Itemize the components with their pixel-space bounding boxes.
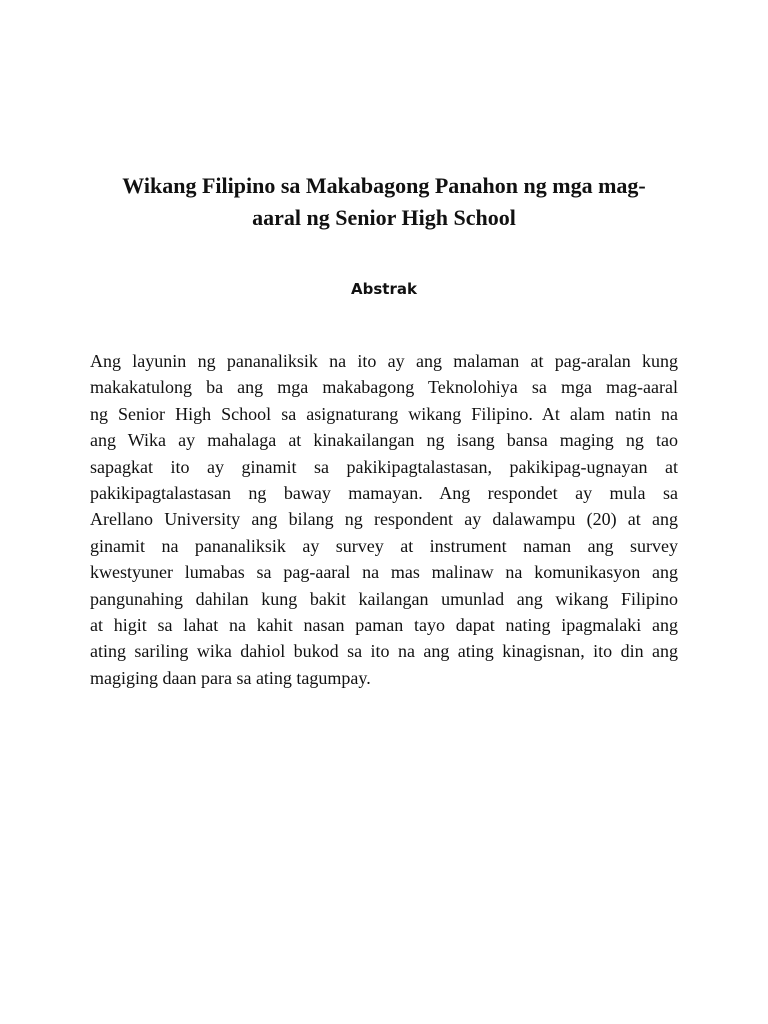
- abstract-line: kwestyuner lumabas sa pag-aaral na mas malinaw na komunikasyon ang: [90, 562, 678, 583]
- abstract-line: pangunahing dahilan kung bakit kailangan umunlad ang wikang Filipino: [90, 588, 678, 609]
- document-title: [90, 170, 678, 234]
- abstract-line: magiging daan para sa ating tagumpay.: [90, 667, 371, 688]
- abstract-line: ang Wika ay mahalaga at kinakailangan ng isang bansa maging ng tao: [90, 430, 678, 451]
- abstract-line: Arellano University ang bilang ng respondent ay dalawampu (20) at ang: [90, 509, 678, 530]
- abstract-line: ginamit na pananaliksik ay survey at instrument naman ang survey: [90, 535, 678, 556]
- abstract-line: Ang layunin ng pananaliksik na ito ay ang malaman at pag-aralan kung: [90, 351, 678, 371]
- abstract-heading: Abstrak: [351, 280, 417, 298]
- abstract-line: sapagkat ito ay ginamit sa pakikipagtalastasan, pakikipag-ugnayan at: [90, 456, 678, 477]
- title-line-2: aaral ng Senior High School: [252, 205, 516, 230]
- abstract-line: ating sariling wika dahiol bukod sa ito na ang ating kinagisnan, ito din ang: [90, 641, 678, 662]
- abstract-line: ng Senior High School sa asignaturang wikang Filipino. At alam natin na: [90, 403, 678, 424]
- abstract-paragraph: [90, 348, 678, 691]
- abstract-line: pakikipagtalastasan ng baway mamayan. Ang respondet ay mula sa: [90, 483, 678, 504]
- abstract-line: makakatulong ba ang mga makabagong Teknolohiya sa mga mag-aaral: [90, 377, 678, 398]
- title-line-1: Wikang Filipino sa Makabagong Panahon ng mga mag-: [122, 173, 646, 198]
- abstract-line: at higit sa lahat na kahit nasan paman tayo dapat nating ipagmalaki ang: [90, 615, 678, 636]
